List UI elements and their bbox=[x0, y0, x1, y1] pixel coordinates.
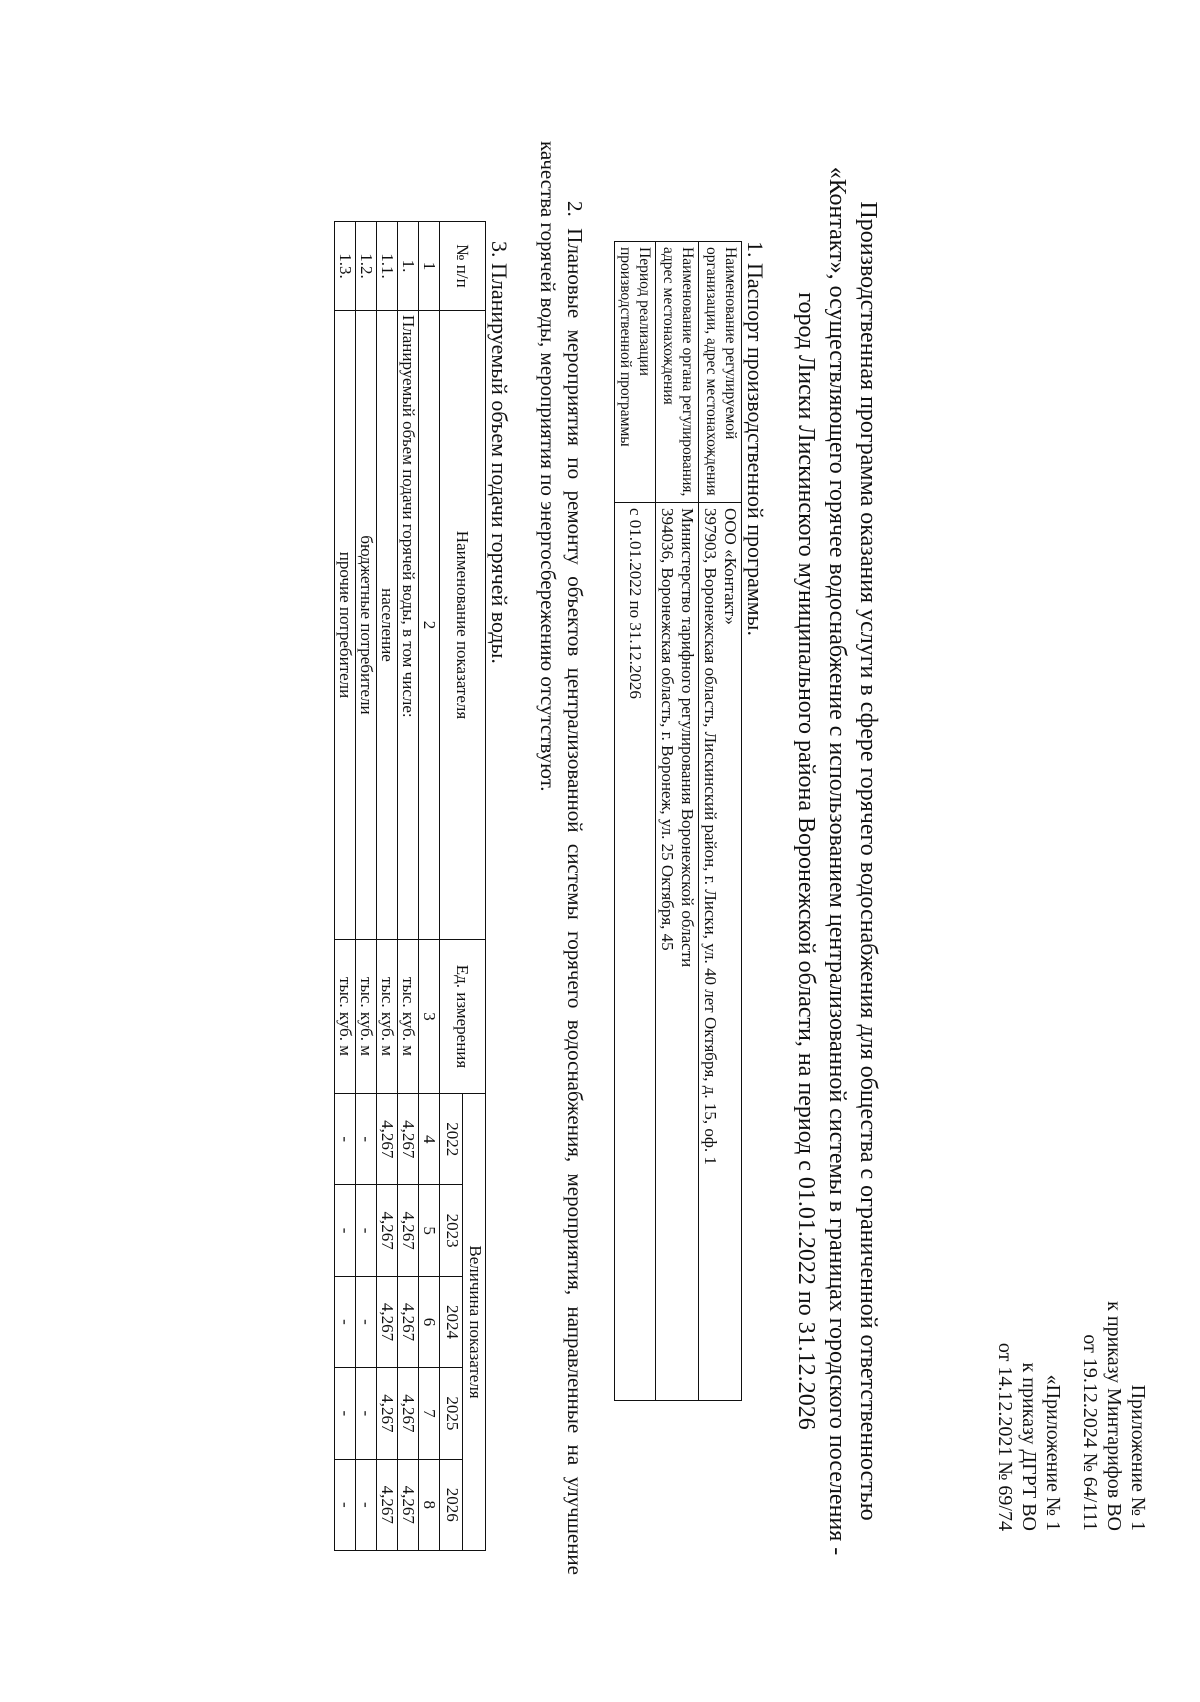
row-num: 1.2. bbox=[356, 222, 377, 311]
col-header-year: 2026 bbox=[440, 1459, 463, 1550]
row-value: 4,267 bbox=[398, 1276, 419, 1367]
row-value: 4,267 bbox=[377, 1459, 398, 1550]
passport-value: Министерство тарифного регулирования Воронежской области 394036, Воронежская область, г. Воронеж, ул. 25 Октября, 45 bbox=[656, 503, 699, 1401]
row-value: - bbox=[356, 1094, 377, 1185]
index-cell: 5 bbox=[419, 1185, 440, 1276]
row-value: 4,267 bbox=[377, 1094, 398, 1185]
row-value: - bbox=[335, 1368, 356, 1459]
col-header-name: Наименование показателя bbox=[440, 311, 486, 940]
passport-value: с 01.01.2022 по 31.12.2026 bbox=[615, 503, 656, 1401]
row-unit: тыс. куб. м bbox=[398, 940, 419, 1094]
row-num: 1.3. bbox=[335, 222, 356, 311]
table-row bbox=[699, 242, 742, 1401]
annex-line: от 19.12.2024 № 64/111 bbox=[1079, 1334, 1101, 1531]
annex-line: к приказу ДГРТ ВО bbox=[1018, 1362, 1040, 1531]
table-row bbox=[615, 242, 656, 1401]
index-cell: 2 bbox=[419, 311, 440, 940]
section-3-heading: 3. Планируемый объем подачи горячей воды. bbox=[487, 241, 512, 664]
index-cell: 8 bbox=[419, 1459, 440, 1550]
row-value: - bbox=[335, 1276, 356, 1367]
index-cell: 4 bbox=[419, 1094, 440, 1185]
annex-line: Приложение № 1 bbox=[1127, 1384, 1149, 1531]
row-name: население bbox=[377, 311, 398, 940]
row-value: - bbox=[356, 1276, 377, 1367]
annex-note-previous bbox=[993, 1343, 1065, 1531]
table-row bbox=[356, 222, 377, 1551]
volume-table bbox=[334, 221, 486, 1551]
index-cell: 1 bbox=[419, 222, 440, 311]
col-header-year: 2023 bbox=[440, 1185, 463, 1276]
index-cell: 7 bbox=[419, 1368, 440, 1459]
row-name: бюджетные потребители bbox=[356, 311, 377, 940]
table-row bbox=[656, 242, 699, 1401]
row-value: - bbox=[335, 1185, 356, 1276]
row-value: 4,267 bbox=[398, 1094, 419, 1185]
row-value: 4,267 bbox=[377, 1185, 398, 1276]
col-header-year: 2022 bbox=[440, 1094, 463, 1185]
passport-key: Период реализации производственной программы bbox=[615, 242, 656, 503]
col-header-year: 2025 bbox=[440, 1368, 463, 1459]
row-value: 4,267 bbox=[398, 1185, 419, 1276]
col-header-value-group: Величина показателя bbox=[463, 1094, 486, 1551]
row-unit: тыс. куб. м bbox=[356, 940, 377, 1094]
row-num: 1. bbox=[398, 222, 419, 311]
row-value: - bbox=[335, 1094, 356, 1185]
table-index-row bbox=[419, 222, 440, 1551]
section-1-heading: 1. Паспорт производственной программы. bbox=[743, 241, 768, 636]
col-header-num: № п/п bbox=[440, 222, 486, 311]
row-name: Планируемый объем подачи горячей воды, в том числе: bbox=[398, 311, 419, 940]
row-value: 4,267 bbox=[377, 1368, 398, 1459]
row-value: 4,267 bbox=[398, 1368, 419, 1459]
row-name: прочие потребители bbox=[335, 311, 356, 940]
row-value: - bbox=[356, 1185, 377, 1276]
row-value: - bbox=[356, 1368, 377, 1459]
section-2-body: 2. Плановые мероприятия по ремонту объектов централизованной системы горячего водоснабжения, мероприятия, направленные на улучшение качества горячей воды, мероприятия по энергосбережению отсутствуют. bbox=[536, 141, 587, 1575]
row-unit: тыс. куб. м bbox=[335, 940, 356, 1094]
rotated-document bbox=[40, 51, 1160, 1651]
index-cell: 3 bbox=[419, 940, 440, 1094]
table-header-row bbox=[463, 222, 486, 1551]
table-row bbox=[377, 222, 398, 1551]
row-value: - bbox=[335, 1459, 356, 1550]
passport-key: Наименование органа регулирования, адрес местонахождения bbox=[656, 242, 699, 503]
passport-key: Наименование регулируемой организации, адрес местонахождения bbox=[699, 242, 742, 503]
row-unit: тыс. куб. м bbox=[377, 940, 398, 1094]
annex-line: от 14.12.2021 № 69/74 bbox=[994, 1342, 1016, 1531]
table-row bbox=[335, 222, 356, 1551]
col-header-year: 2024 bbox=[440, 1276, 463, 1367]
row-num: 1.1. bbox=[377, 222, 398, 311]
passport-value: ООО «Контакт» 397903, Воронежская область, Лискинский район, г. Лиски, ул. 40 лет Октября, д. 15, оф. 1 bbox=[699, 503, 742, 1401]
annex-line: к приказу Минтарифов ВО bbox=[1103, 1301, 1125, 1531]
row-value: 4,267 bbox=[377, 1276, 398, 1367]
col-header-unit: Ед. измерения bbox=[440, 940, 486, 1094]
row-value: 4,267 bbox=[398, 1459, 419, 1550]
annex-note-current bbox=[1078, 1301, 1150, 1531]
table-row bbox=[398, 222, 419, 1551]
index-cell: 6 bbox=[419, 1276, 440, 1367]
document-title: Производственная программа оказания услуги в сфере горячего водоснабжения для общества с ограниченной ответственностью «Контакт», осуществляющего горячее водоснабжение с использованием централизованной системы в границах городского поселения - город Лиски Лискинского муниципального района Воронежской области, на период с 01.01.2022 по 31.12.2026 bbox=[793, 166, 881, 1556]
section-2-text bbox=[534, 141, 588, 1581]
passport-table bbox=[614, 241, 742, 1401]
annex-line: «Приложение № 1 bbox=[1042, 1374, 1064, 1531]
row-value: - bbox=[356, 1459, 377, 1550]
